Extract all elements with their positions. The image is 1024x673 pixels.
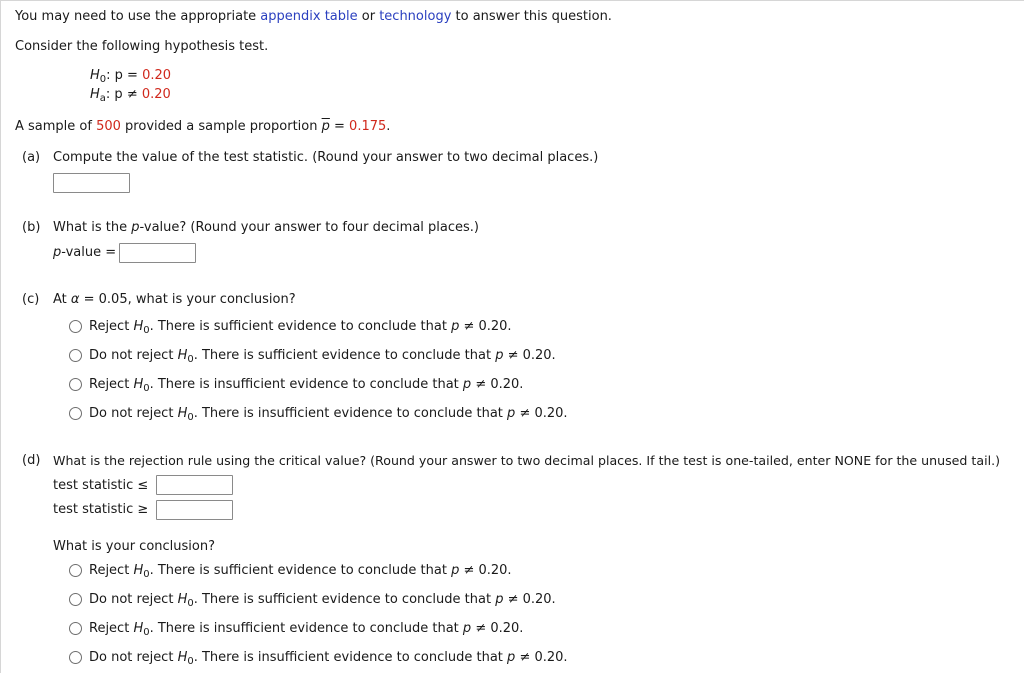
part-d-option-2-radio[interactable] (69, 593, 82, 606)
part-d-label: (d) (22, 453, 41, 468)
sample-text: A sample of 500 provided a sample proportion $\overline{p} = 0.175$. (15, 119, 391, 134)
part-c-option-3-radio[interactable] (69, 378, 82, 391)
test-statistic-input[interactable] (53, 173, 130, 193)
part-d-option-4-radio[interactable] (69, 651, 82, 664)
part-c-option-2-label[interactable]: Do not reject $H_0$. There is sufficient evidence to conclude that p ≠ 0.20. (89, 348, 556, 365)
part-c-option-4-radio[interactable] (69, 407, 82, 420)
appendix-table-link[interactable]: appendix table (260, 9, 358, 24)
part-d-conclusion-question: What is your conclusion? (53, 539, 215, 554)
part-c-option-1-label[interactable]: Reject $H_0$. There is sufficient evidence to conclude that p ≠ 0.20. (89, 319, 512, 336)
test-statistic-le-label: test statistic ≤ (53, 478, 149, 493)
part-d-option-1-radio[interactable] (69, 564, 82, 577)
intro-text: You may need to use the appropriate appendix table or technology to answer this question. (15, 9, 612, 24)
critical-value-upper-input[interactable] (156, 500, 233, 520)
part-d-option-2-label[interactable]: Do not reject $H_0$. There is sufficient evidence to conclude that p ≠ 0.20. (89, 592, 556, 609)
technology-link[interactable]: technology (379, 9, 452, 24)
part-c-option-3-label[interactable]: Reject $H_0$. There is insufficient evidence to conclude that p ≠ 0.20. (89, 377, 524, 394)
part-c-option-1-radio[interactable] (69, 320, 82, 333)
p-value-label: p-value = (53, 245, 117, 260)
part-c-label: (c) (22, 292, 40, 307)
part-b-label: (b) (22, 220, 41, 235)
part-a-question: Compute the value of the test statistic. (Round your answer to two decimal places.) (53, 150, 599, 165)
alternative-hypothesis: $H_a$: p ≠ 0.20 (90, 87, 171, 104)
part-b-question: What is the p-value? (Round your answer to four decimal places.) (53, 220, 479, 235)
part-d-question: What is the rejection rule using the critical value? (Round your answer to two decimal places. If the test is one-tailed, enter NONE for the unused tail.) (53, 453, 1000, 468)
part-d-option-3-radio[interactable] (69, 622, 82, 635)
part-c-option-2-radio[interactable] (69, 349, 82, 362)
consider-text: Consider the following hypothesis test. (15, 39, 269, 54)
test-statistic-ge-label: test statistic ≥ (53, 502, 149, 517)
part-c-question: At α = 0.05, what is your conclusion? (53, 292, 296, 307)
part-c-option-4-label[interactable]: Do not reject $H_0$. There is insufficient evidence to conclude that p ≠ 0.20. (89, 406, 568, 423)
part-a-label: (a) (22, 150, 41, 165)
part-d-option-4-label[interactable]: Do not reject $H_0$. There is insufficient evidence to conclude that p ≠ 0.20. (89, 650, 568, 667)
part-d-option-3-label[interactable]: Reject $H_0$. There is insufficient evidence to conclude that p ≠ 0.20. (89, 621, 524, 638)
critical-value-lower-input[interactable] (156, 475, 233, 495)
p-value-input[interactable] (119, 243, 196, 263)
null-hypothesis: $H_0$: p = 0.20 (90, 68, 172, 85)
part-d-option-1-label[interactable]: Reject $H_0$. There is sufficient evidence to conclude that p ≠ 0.20. (89, 563, 512, 580)
